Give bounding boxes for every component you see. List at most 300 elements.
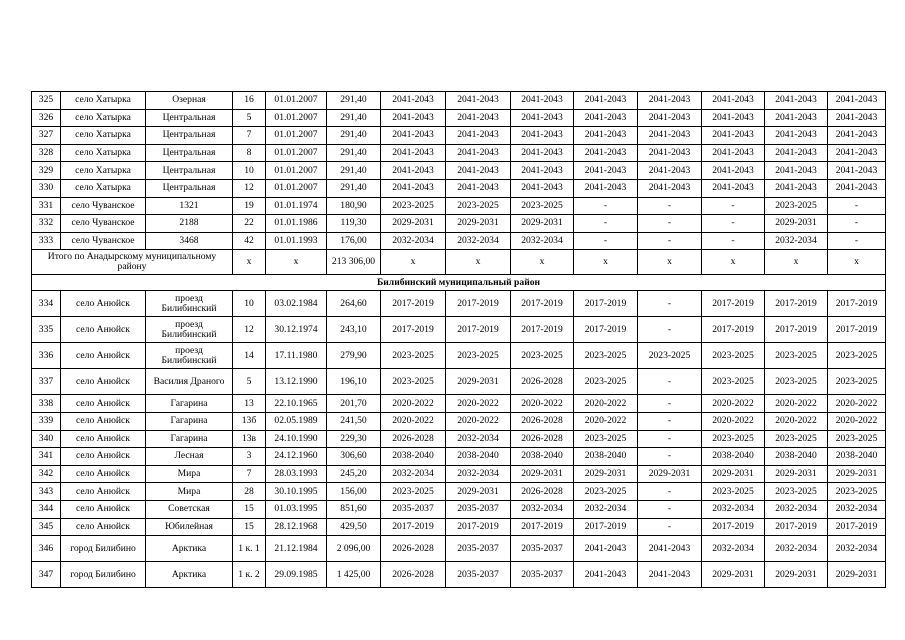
cell-area: 241,50 <box>327 412 381 430</box>
cell-commission-date: 01.01.1974 <box>266 197 327 215</box>
cell-period-4: 2041-2043 <box>574 162 638 180</box>
cell-period-1: 2020-2022 <box>381 395 446 413</box>
cell-period-3: 2041-2043 <box>511 109 574 127</box>
cell-row-number: 325 <box>32 92 61 110</box>
cell-period-2: 2032-2034 <box>446 430 511 448</box>
cell-row-number: 347 <box>32 562 61 588</box>
cell-street: 2188 <box>146 215 233 233</box>
cell-period-2: 2029-2031 <box>446 369 511 395</box>
cell-period-3: 2041-2043 <box>511 162 574 180</box>
cell-period-1: 2026-2028 <box>381 536 446 562</box>
cell-period-5: - <box>638 483 702 501</box>
total-row-cell: х <box>233 250 266 275</box>
cell-period-2: 2041-2043 <box>446 144 511 162</box>
cell-period-8: 2023-2025 <box>828 369 886 395</box>
cell-area: 429,50 <box>327 518 381 536</box>
cell-period-6: 2041-2043 <box>702 92 765 110</box>
cell-settlement: село Анюйск <box>61 395 146 413</box>
cell-period-8: - <box>828 232 886 250</box>
cell-period-5: - <box>638 291 702 317</box>
cell-period-1: 2020-2022 <box>381 412 446 430</box>
cell-row-number: 333 <box>32 232 61 250</box>
cell-row-number: 341 <box>32 448 61 466</box>
cell-period-7: 2032-2034 <box>765 536 828 562</box>
cell-period-3: 2038-2040 <box>511 448 574 466</box>
cell-settlement: село Анюйск <box>61 465 146 483</box>
cell-period-7: 2041-2043 <box>765 162 828 180</box>
table-row <box>32 92 886 110</box>
cell-period-3: 2029-2031 <box>511 215 574 233</box>
cell-period-7: 2020-2022 <box>765 412 828 430</box>
cell-period-4: 2023-2025 <box>574 483 638 501</box>
cell-period-8: 2023-2025 <box>828 483 886 501</box>
cell-period-2: 2038-2040 <box>446 448 511 466</box>
cell-row-number: 334 <box>32 291 61 317</box>
cell-period-2: 2017-2019 <box>446 317 511 343</box>
housing-schedule-table <box>31 91 886 588</box>
cell-period-5: 2041-2043 <box>638 127 702 145</box>
cell-house-number: 14 <box>233 343 266 369</box>
cell-period-1: 2017-2019 <box>381 518 446 536</box>
total-row-cell: 213 306,00 <box>327 250 381 275</box>
cell-row-number: 328 <box>32 144 61 162</box>
cell-commission-date: 24.10.1990 <box>266 430 327 448</box>
cell-period-1: 2041-2043 <box>381 162 446 180</box>
cell-period-1: 2023-2025 <box>381 197 446 215</box>
cell-street: Арктика <box>146 562 233 588</box>
cell-period-2: 2041-2043 <box>446 92 511 110</box>
cell-period-2: 2041-2043 <box>446 109 511 127</box>
cell-commission-date: 03.02.1984 <box>266 291 327 317</box>
cell-settlement: село Чуванское <box>61 215 146 233</box>
cell-period-6: 2029-2031 <box>702 465 765 483</box>
cell-house-number: 13в <box>233 430 266 448</box>
cell-row-number: 330 <box>32 179 61 197</box>
cell-house-number: 28 <box>233 483 266 501</box>
cell-street: Лесная <box>146 448 233 466</box>
cell-period-8: 2017-2019 <box>828 518 886 536</box>
cell-period-4: 2017-2019 <box>574 291 638 317</box>
cell-period-6: 2032-2034 <box>702 500 765 518</box>
cell-area: 243,10 <box>327 317 381 343</box>
cell-period-2: 2020-2022 <box>446 412 511 430</box>
cell-period-5: - <box>638 430 702 448</box>
cell-period-6: 2023-2025 <box>702 430 765 448</box>
cell-commission-date: 29.09.1985 <box>266 562 327 588</box>
cell-period-2: 2029-2031 <box>446 215 511 233</box>
cell-period-3: 2026-2028 <box>511 483 574 501</box>
cell-settlement: село Хатырка <box>61 92 146 110</box>
cell-period-5: - <box>638 395 702 413</box>
cell-period-8: 2038-2040 <box>828 448 886 466</box>
cell-period-5: - <box>638 448 702 466</box>
table-row <box>32 291 886 317</box>
cell-settlement: село Анюйск <box>61 483 146 501</box>
cell-street: Василия Драного <box>146 369 233 395</box>
cell-period-5: 2041-2043 <box>638 92 702 110</box>
cell-period-1: 2017-2019 <box>381 291 446 317</box>
cell-period-7: 2041-2043 <box>765 109 828 127</box>
cell-period-8: 2041-2043 <box>828 92 886 110</box>
cell-period-1: 2023-2025 <box>381 369 446 395</box>
cell-period-5: - <box>638 317 702 343</box>
cell-period-4: 2041-2043 <box>574 127 638 145</box>
cell-period-4: 2023-2025 <box>574 369 638 395</box>
total-row-label: Итого по Анадырскому муниципальному району <box>32 250 233 275</box>
total-row-cell: х <box>381 250 446 275</box>
cell-period-8: 2017-2019 <box>828 317 886 343</box>
table-row <box>32 232 886 250</box>
cell-settlement: село Анюйск <box>61 369 146 395</box>
cell-period-7: 2032-2034 <box>765 500 828 518</box>
cell-house-number: 16 <box>233 92 266 110</box>
cell-period-3: 2020-2022 <box>511 395 574 413</box>
cell-period-1: 2017-2019 <box>381 317 446 343</box>
cell-period-6: 2017-2019 <box>702 317 765 343</box>
cell-period-4: 2023-2025 <box>574 343 638 369</box>
cell-area: 201,70 <box>327 395 381 413</box>
cell-row-number: 343 <box>32 483 61 501</box>
cell-house-number: 5 <box>233 369 266 395</box>
cell-house-number: 7 <box>233 127 266 145</box>
cell-commission-date: 02.05.1989 <box>266 412 327 430</box>
cell-settlement: село Анюйск <box>61 518 146 536</box>
cell-period-8: 2032-2034 <box>828 500 886 518</box>
cell-street: Юбилейная <box>146 518 233 536</box>
cell-period-4: 2032-2034 <box>574 500 638 518</box>
total-row <box>32 250 886 275</box>
cell-area: 176,00 <box>327 232 381 250</box>
cell-street: проезд Билибинский <box>146 343 233 369</box>
cell-commission-date: 17.11.1980 <box>266 343 327 369</box>
cell-period-8: 2041-2043 <box>828 109 886 127</box>
cell-house-number: 19 <box>233 197 266 215</box>
cell-area: 119,30 <box>327 215 381 233</box>
cell-period-8: 2029-2031 <box>828 465 886 483</box>
cell-period-1: 2026-2028 <box>381 430 446 448</box>
cell-settlement: село Хатырка <box>61 144 146 162</box>
cell-row-number: 337 <box>32 369 61 395</box>
cell-period-5: - <box>638 500 702 518</box>
cell-period-4: 2023-2025 <box>574 430 638 448</box>
cell-area: 245,20 <box>327 465 381 483</box>
cell-commission-date: 01.01.2007 <box>266 127 327 145</box>
cell-period-2: 2035-2037 <box>446 562 511 588</box>
cell-commission-date: 01.01.1993 <box>266 232 327 250</box>
cell-period-7: 2017-2019 <box>765 518 828 536</box>
cell-street: Мира <box>146 465 233 483</box>
total-row-cell: х <box>266 250 327 275</box>
cell-row-number: 335 <box>32 317 61 343</box>
cell-period-4: 2041-2043 <box>574 109 638 127</box>
cell-period-3: 2032-2034 <box>511 500 574 518</box>
table-row <box>32 197 886 215</box>
cell-commission-date: 01.01.2007 <box>266 179 327 197</box>
cell-period-1: 2041-2043 <box>381 109 446 127</box>
cell-row-number: 344 <box>32 500 61 518</box>
table-row <box>32 343 886 369</box>
cell-period-2: 2017-2019 <box>446 291 511 317</box>
total-row-cell: х <box>574 250 638 275</box>
cell-street: Центральная <box>146 109 233 127</box>
cell-settlement: село Чуванское <box>61 197 146 215</box>
cell-house-number: 5 <box>233 109 266 127</box>
cell-commission-date: 28.12.1968 <box>266 518 327 536</box>
cell-period-3: 2029-2031 <box>511 465 574 483</box>
cell-period-5: - <box>638 518 702 536</box>
cell-period-7: 2041-2043 <box>765 92 828 110</box>
cell-row-number: 339 <box>32 412 61 430</box>
cell-house-number: 1 к. 2 <box>233 562 266 588</box>
cell-period-6: 2038-2040 <box>702 448 765 466</box>
cell-period-7: 2041-2043 <box>765 179 828 197</box>
cell-house-number: 8 <box>233 144 266 162</box>
cell-period-3: 2026-2028 <box>511 430 574 448</box>
cell-period-4: 2017-2019 <box>574 518 638 536</box>
cell-street: Гагарина <box>146 412 233 430</box>
cell-street: Центральная <box>146 144 233 162</box>
cell-area: 851,60 <box>327 500 381 518</box>
cell-period-1: 2035-2037 <box>381 500 446 518</box>
cell-settlement: село Хатырка <box>61 179 146 197</box>
cell-commission-date: 30.12.1974 <box>266 317 327 343</box>
section-row <box>32 275 886 291</box>
table-row <box>32 395 886 413</box>
cell-period-1: 2041-2043 <box>381 92 446 110</box>
table-row <box>32 412 886 430</box>
cell-period-4: - <box>574 232 638 250</box>
total-row-cell: х <box>511 250 574 275</box>
cell-street: Центральная <box>146 179 233 197</box>
table-row <box>32 127 886 145</box>
cell-period-8: 2017-2019 <box>828 291 886 317</box>
cell-period-6: 2017-2019 <box>702 291 765 317</box>
cell-period-4: 2020-2022 <box>574 412 638 430</box>
cell-period-6: 2041-2043 <box>702 144 765 162</box>
cell-period-4: 2038-2040 <box>574 448 638 466</box>
cell-period-8: 2020-2022 <box>828 412 886 430</box>
cell-area: 291,40 <box>327 162 381 180</box>
cell-period-2: 2023-2025 <box>446 197 511 215</box>
cell-period-1: 2041-2043 <box>381 144 446 162</box>
cell-row-number: 326 <box>32 109 61 127</box>
cell-period-6: 2023-2025 <box>702 343 765 369</box>
cell-commission-date: 01.01.1986 <box>266 215 327 233</box>
cell-period-8: - <box>828 215 886 233</box>
cell-period-2: 2017-2019 <box>446 518 511 536</box>
cell-house-number: 12 <box>233 317 266 343</box>
cell-period-6: - <box>702 197 765 215</box>
cell-period-7: 2017-2019 <box>765 291 828 317</box>
cell-period-8: 2041-2043 <box>828 162 886 180</box>
table-row <box>32 369 886 395</box>
cell-period-7: 2020-2022 <box>765 395 828 413</box>
cell-settlement: село Хатырка <box>61 162 146 180</box>
cell-period-6: 2020-2022 <box>702 395 765 413</box>
cell-area: 291,40 <box>327 127 381 145</box>
cell-house-number: 1 к. 1 <box>233 536 266 562</box>
cell-period-5: 2041-2043 <box>638 162 702 180</box>
cell-period-1: 2026-2028 <box>381 562 446 588</box>
cell-period-7: 2023-2025 <box>765 343 828 369</box>
cell-house-number: 12 <box>233 179 266 197</box>
cell-period-8: 2041-2043 <box>828 144 886 162</box>
cell-row-number: 332 <box>32 215 61 233</box>
total-row-cell: х <box>446 250 511 275</box>
cell-period-3: 2026-2028 <box>511 412 574 430</box>
cell-period-5: 2041-2043 <box>638 536 702 562</box>
cell-period-2: 2020-2022 <box>446 395 511 413</box>
cell-street: 3468 <box>146 232 233 250</box>
cell-period-3: 2035-2037 <box>511 536 574 562</box>
cell-area: 291,40 <box>327 179 381 197</box>
cell-period-3: 2032-2034 <box>511 232 574 250</box>
cell-area: 291,40 <box>327 92 381 110</box>
cell-street: Арктика <box>146 536 233 562</box>
cell-period-3: 2017-2019 <box>511 291 574 317</box>
table-row <box>32 448 886 466</box>
cell-period-6: 2032-2034 <box>702 536 765 562</box>
cell-area: 306,60 <box>327 448 381 466</box>
cell-period-4: 2020-2022 <box>574 395 638 413</box>
cell-period-6: 2041-2043 <box>702 127 765 145</box>
cell-period-2: 2035-2037 <box>446 500 511 518</box>
cell-street: проезд Билибинский <box>146 317 233 343</box>
cell-period-1: 2041-2043 <box>381 127 446 145</box>
cell-period-6: 2023-2025 <box>702 483 765 501</box>
cell-period-3: 2023-2025 <box>511 197 574 215</box>
cell-settlement: село Анюйск <box>61 448 146 466</box>
cell-period-2: 2041-2043 <box>446 127 511 145</box>
cell-street: Гагарина <box>146 430 233 448</box>
cell-period-3: 2035-2037 <box>511 562 574 588</box>
cell-period-6: 2041-2043 <box>702 179 765 197</box>
cell-row-number: 329 <box>32 162 61 180</box>
cell-area: 264,60 <box>327 291 381 317</box>
cell-street: проезд Билибинский <box>146 291 233 317</box>
cell-settlement: село Анюйск <box>61 500 146 518</box>
cell-area: 156,00 <box>327 483 381 501</box>
cell-period-1: 2029-2031 <box>381 215 446 233</box>
cell-house-number: 3 <box>233 448 266 466</box>
cell-street: Гагарина <box>146 395 233 413</box>
table-row <box>32 483 886 501</box>
cell-period-6: 2017-2019 <box>702 518 765 536</box>
cell-period-1: 2032-2034 <box>381 465 446 483</box>
cell-period-2: 2023-2025 <box>446 343 511 369</box>
cell-house-number: 10 <box>233 162 266 180</box>
cell-house-number: 15 <box>233 518 266 536</box>
cell-period-2: 2041-2043 <box>446 162 511 180</box>
cell-period-3: 2041-2043 <box>511 92 574 110</box>
cell-house-number: 10 <box>233 291 266 317</box>
table-row <box>32 536 886 562</box>
cell-commission-date: 01.01.2007 <box>266 109 327 127</box>
cell-commission-date: 21.12.1984 <box>266 536 327 562</box>
cell-period-7: 2023-2025 <box>765 430 828 448</box>
total-row-cell: х <box>702 250 765 275</box>
cell-area: 1 425,00 <box>327 562 381 588</box>
cell-settlement: село Анюйск <box>61 291 146 317</box>
cell-period-6: - <box>702 232 765 250</box>
cell-house-number: 7 <box>233 465 266 483</box>
cell-period-5: 2041-2043 <box>638 109 702 127</box>
cell-period-7: 2029-2031 <box>765 465 828 483</box>
cell-period-3: 2041-2043 <box>511 144 574 162</box>
cell-period-4: - <box>574 197 638 215</box>
cell-period-2: 2032-2034 <box>446 465 511 483</box>
table-body <box>32 92 886 588</box>
total-row-cell: х <box>638 250 702 275</box>
section-title: Билибинский муниципальный район <box>32 275 886 291</box>
cell-house-number: 13б <box>233 412 266 430</box>
cell-settlement: село Анюйск <box>61 343 146 369</box>
cell-period-8: 2041-2043 <box>828 127 886 145</box>
cell-period-3: 2017-2019 <box>511 518 574 536</box>
cell-period-8: 2029-2031 <box>828 562 886 588</box>
cell-period-7: 2023-2025 <box>765 483 828 501</box>
cell-period-5: 2041-2043 <box>638 144 702 162</box>
cell-period-8: 2032-2034 <box>828 536 886 562</box>
cell-period-3: 2041-2043 <box>511 127 574 145</box>
cell-commission-date: 01.01.2007 <box>266 92 327 110</box>
cell-period-7: 2041-2043 <box>765 144 828 162</box>
cell-period-2: 2035-2037 <box>446 536 511 562</box>
cell-commission-date: 30.10.1995 <box>266 483 327 501</box>
cell-period-4: 2041-2043 <box>574 144 638 162</box>
cell-area: 291,40 <box>327 144 381 162</box>
cell-street: Центральная <box>146 162 233 180</box>
cell-period-3: 2017-2019 <box>511 317 574 343</box>
cell-period-7: 2017-2019 <box>765 317 828 343</box>
cell-settlement: село Хатырка <box>61 127 146 145</box>
cell-period-5: 2041-2043 <box>638 179 702 197</box>
cell-period-7: 2023-2025 <box>765 197 828 215</box>
cell-period-8: - <box>828 197 886 215</box>
total-row-cell: х <box>765 250 828 275</box>
cell-commission-date: 24.12.1960 <box>266 448 327 466</box>
cell-period-1: 2023-2025 <box>381 483 446 501</box>
cell-street: Центральная <box>146 127 233 145</box>
cell-period-6: 2041-2043 <box>702 109 765 127</box>
cell-period-5: - <box>638 232 702 250</box>
cell-area: 279,90 <box>327 343 381 369</box>
table-row <box>32 465 886 483</box>
cell-settlement: город Билибино <box>61 562 146 588</box>
cell-street: Советская <box>146 500 233 518</box>
cell-area: 196,10 <box>327 369 381 395</box>
table-row <box>32 430 886 448</box>
cell-period-4: 2041-2043 <box>574 92 638 110</box>
cell-period-6: 2023-2025 <box>702 369 765 395</box>
cell-commission-date: 01.01.2007 <box>266 144 327 162</box>
cell-period-3: 2041-2043 <box>511 179 574 197</box>
cell-period-2: 2041-2043 <box>446 179 511 197</box>
cell-period-2: 2029-2031 <box>446 483 511 501</box>
cell-area: 180,90 <box>327 197 381 215</box>
cell-area: 2 096,00 <box>327 536 381 562</box>
table-row <box>32 144 886 162</box>
cell-settlement: село Анюйск <box>61 317 146 343</box>
cell-street: Мира <box>146 483 233 501</box>
cell-period-5: - <box>638 412 702 430</box>
cell-period-5: 2041-2043 <box>638 562 702 588</box>
cell-period-4: 2029-2031 <box>574 465 638 483</box>
cell-period-1: 2032-2034 <box>381 232 446 250</box>
table-row <box>32 562 886 588</box>
cell-row-number: 338 <box>32 395 61 413</box>
cell-period-8: 2023-2025 <box>828 430 886 448</box>
